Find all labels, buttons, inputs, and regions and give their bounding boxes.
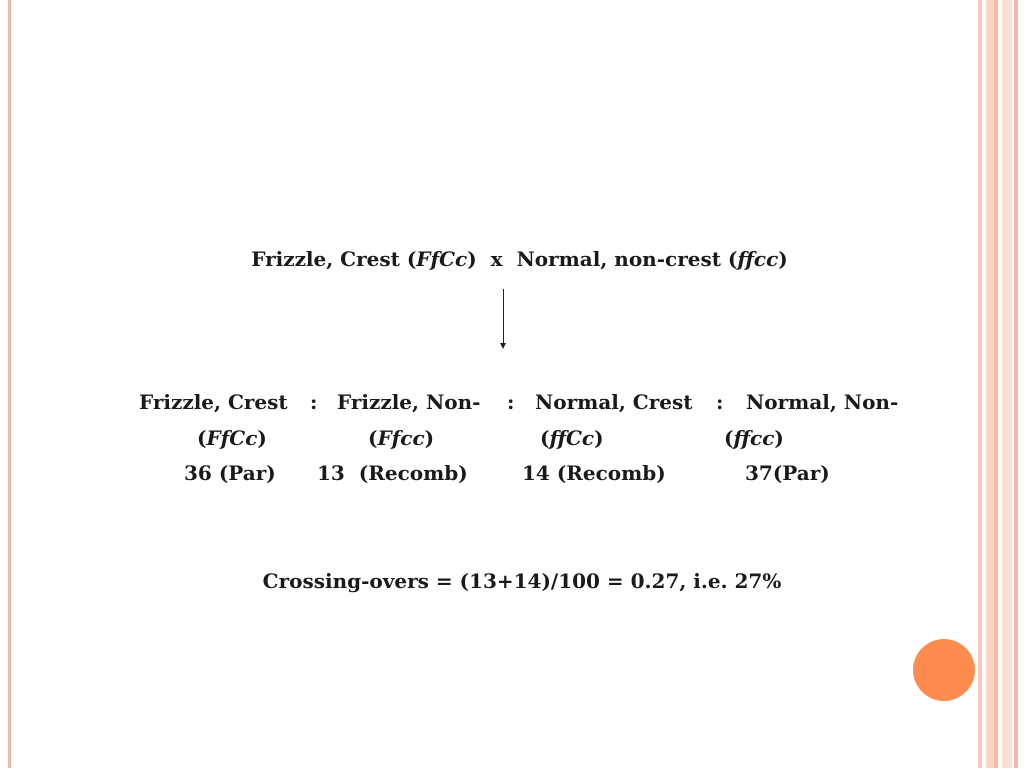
down-arrow-icon — [500, 343, 506, 349]
genotype-2: (Ffcc) — [368, 426, 435, 450]
down-arrow-shaft — [503, 289, 504, 345]
cross-symbol: x — [490, 247, 503, 271]
phenotype-1: Frizzle, Crest — [139, 390, 288, 414]
count-1: 36 (Par) — [184, 461, 276, 485]
decorative-circle — [913, 639, 975, 701]
crossing-over-result: Crossing-overs = (13+14)/100 = 0.27, i.e. 27% — [262, 569, 782, 593]
parent1-prefix: Frizzle, Crest ( — [251, 247, 417, 271]
right-border-stripe — [1002, 0, 1012, 768]
parental-cross — [0, 246, 1024, 272]
count-2: 13 (Recomb) — [317, 461, 468, 485]
separator-2: : — [507, 390, 515, 414]
phenotype-3: Normal, Crest — [535, 390, 693, 414]
count-3: 14 (Recomb) — [522, 461, 666, 485]
left-border-line — [8, 0, 11, 768]
genotype-4: (ffcc) — [724, 426, 784, 450]
separator-3: : — [716, 390, 724, 414]
parent1-genotype: FfCc — [416, 247, 468, 271]
right-border-stripe — [1014, 0, 1018, 768]
phenotype-4: Normal, Non- — [746, 390, 899, 414]
genotype-3: (ffCc) — [540, 426, 604, 450]
parent1-suffix: ) — [467, 247, 477, 271]
parent2-prefix: Normal, non-crest ( — [516, 247, 738, 271]
count-4: 37(Par) — [745, 461, 830, 485]
separator-1: : — [310, 390, 318, 414]
parent2-suffix: ) — [778, 247, 788, 271]
right-border-stripe — [994, 0, 998, 768]
parent2-genotype: ffcc — [737, 247, 779, 271]
genotype-1: (FfCc) — [197, 426, 267, 450]
right-border-stripe — [986, 0, 994, 768]
phenotype-2: Frizzle, Non- — [337, 390, 481, 414]
right-border-stripe — [978, 0, 982, 768]
